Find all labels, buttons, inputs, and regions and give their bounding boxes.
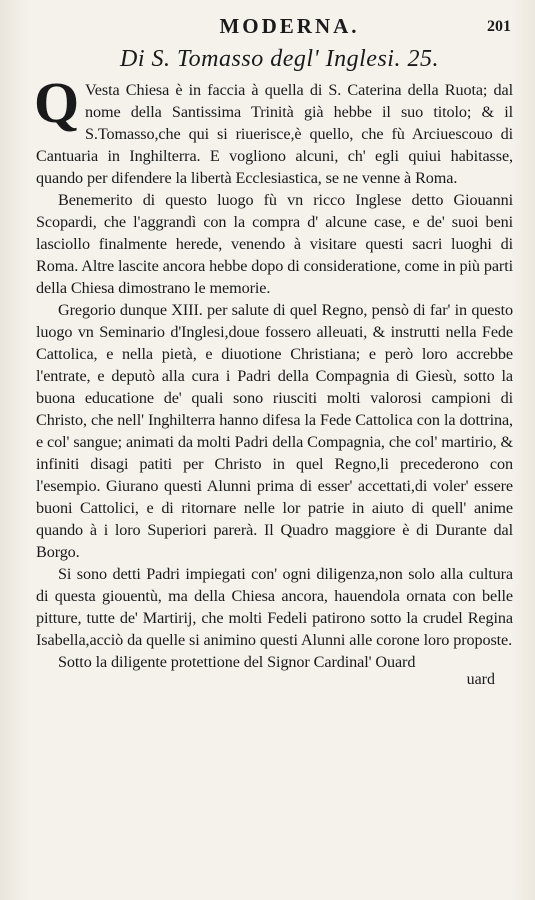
paragraph-4: Si sono detti Padri impiegati con' ogni diligenza,non solo alla cultura di questa giouentù, ma della Chiesa ancora, hauendola ornata con belle pitture, tutte de' Martirij, che molti Fedeli patirono sotto la crudel Regina Isabella,acciò da quelle si animino questi Alunni alle corone loro proposte. — [36, 565, 513, 649]
page-header — [36, 14, 513, 42]
paragraph-5: Sotto la diligente protettione del Signor Cardinal' Ouard — [58, 653, 416, 671]
section-title: Di S. Tomasso degl' Inglesi. 25. — [120, 46, 439, 72]
paragraph-2: Benemerito di questo luogo fù vn ricco Inglese detto Giouanni Scopardi, che l'aggrandì con la compra d' alcune case, e de' suoi beni lasciollo finalmente herede, venendo à visitare questi sacri luoghi di Roma. Altre lascite ancora hebbe dopo di consideratione, come in più parti della Chiesa dimostrano le memorie. — [36, 191, 513, 297]
running-head: MODERNA. — [219, 14, 360, 38]
paragraph-3: Gregorio dunque XIII. per salute di quel Regno, pensò di far' in questo luogo vn Seminario d'Inglesi,doue fossero alleuati, & instrutti nella Fede Cattolica, e nella pietà, e diuotione Christiana; e però loro accrebbe l'entrate, e deputò alla cura i Padri della Compagnia di Giesù, sotto la buona educatione de' quali sono riusciti molti valorosi campioni di Christo, che nell' Inghilterra hanno difesa la Fede Cattolica con la dottrina, e col' sangue; animati da molti Padri della Compagnia, che col' martirio, & infiniti disagi patiti per Christo in quel Regno,li precederono con l'esempio. Giurano questi Alunni prima di esser' accettati,di voler' essere buoni Cattolici, e di ritornare nelle lor patrie in aiuto di quell' anime quando à i loro Superiori parerà. Il Quadro maggiore è di Durante dal Borgo. — [36, 301, 513, 561]
catchword: uard — [466, 671, 495, 688]
paragraph-1-text: Vesta Chiesa è in faccia à quella di S. Caterina della Ruota; dal nome della Santissima Trinità già hebbe il suo titolo; & il S.Tomasso,che qui si riuerisce,è quello, che fù Arciuescouo di Cantuaria in Inghilterra. E vogliono alcuni, ch' egli quiui habitasse, quando per difendere la libertà Ecclesiastica, se ne venne à Roma. — [36, 81, 513, 187]
body-text — [34, 70, 513, 673]
drop-cap: Q — [34, 70, 80, 135]
paragraph-1 — [34, 70, 513, 189]
page-number: 201 — [487, 18, 511, 35]
